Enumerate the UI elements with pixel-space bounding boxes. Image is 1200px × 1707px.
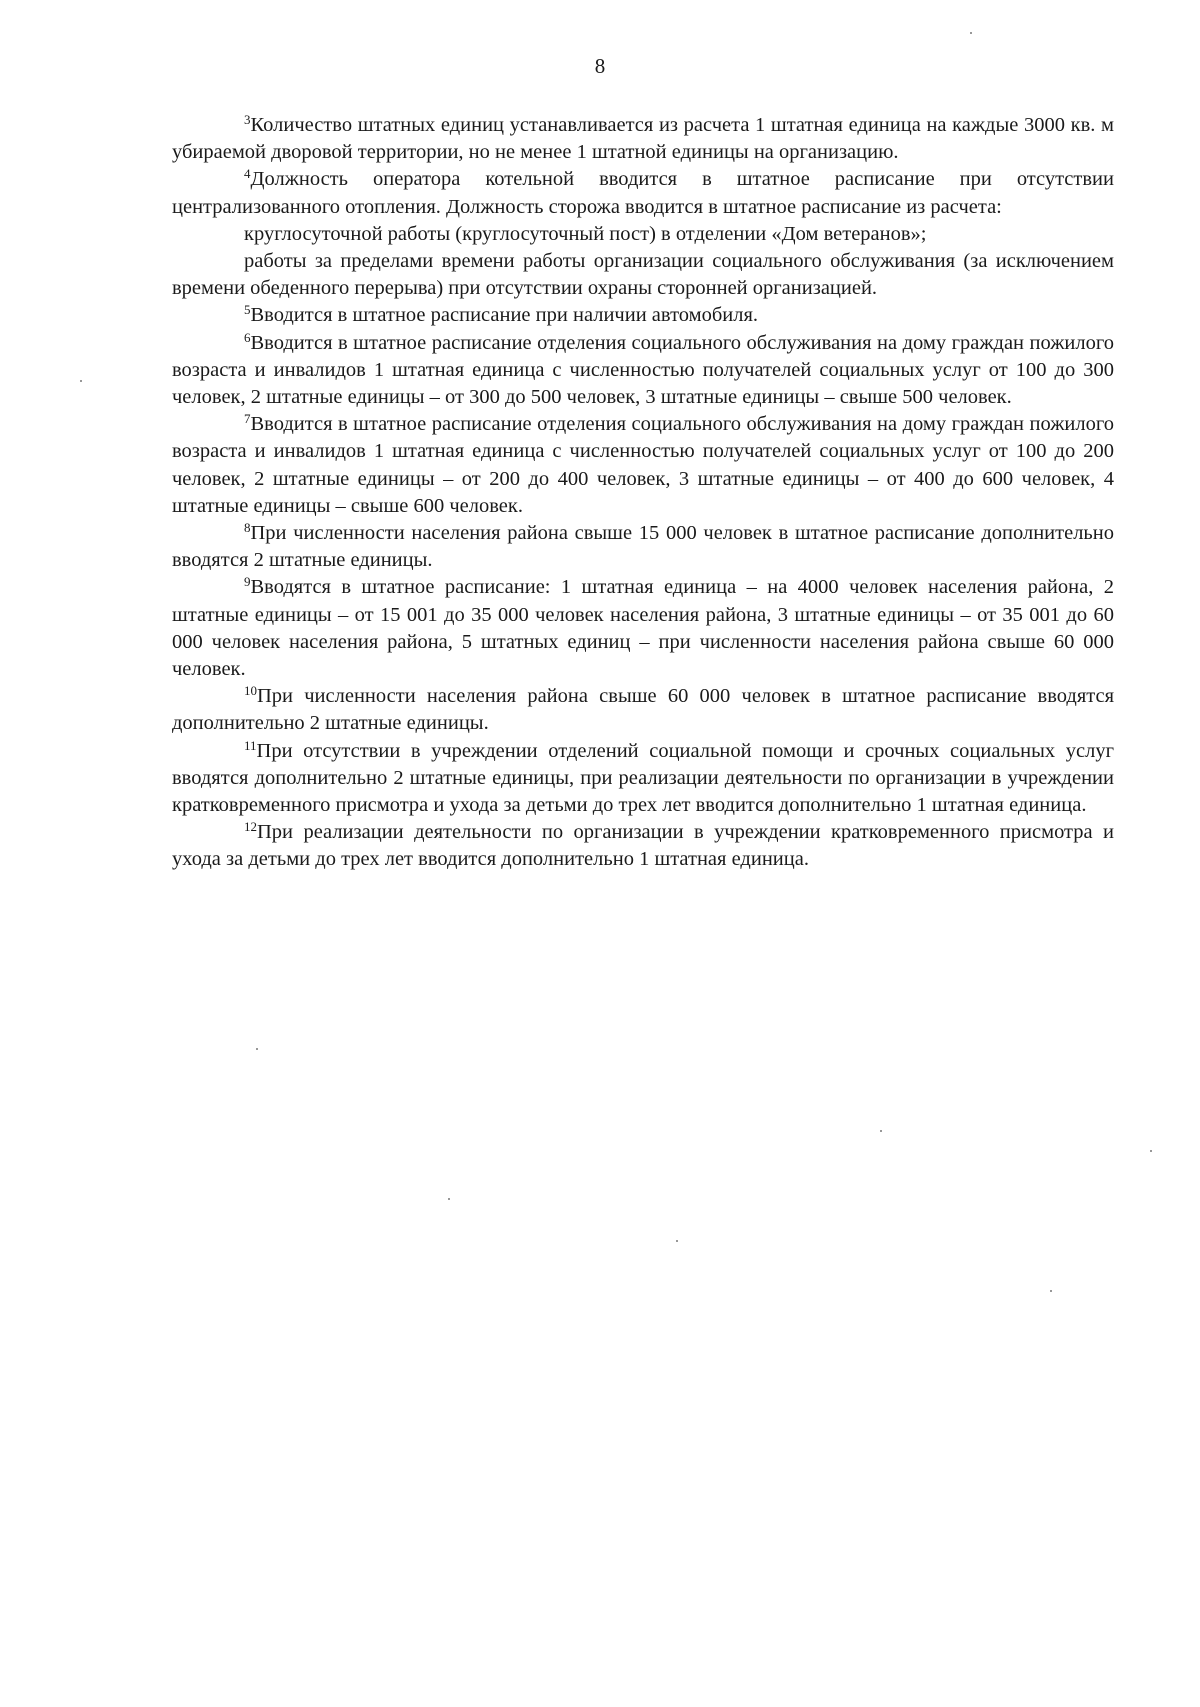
footnote-11 — [172, 738, 1114, 820]
footnote-marker: 5 — [244, 302, 251, 318]
footnote-7 — [172, 411, 1114, 520]
footnote-text: Должность оператора котельной вводится в штатное расписание при отсутствии централизованного отопления. Должность сторожа вводится в штатное расписание из расчета: — [172, 168, 1114, 218]
footnote-marker: 10 — [244, 683, 257, 699]
footnotes — [172, 112, 1114, 874]
footnote-text: Вводится в штатное расписание при наличии автомобиля. — [250, 304, 759, 327]
footnote-8 — [172, 520, 1114, 574]
footnote-4-item-2 — [172, 248, 1114, 302]
footnote-marker: 3 — [244, 112, 251, 127]
page-number: 8 — [594, 54, 606, 78]
footnote-9 — [172, 574, 1114, 683]
footnote-text: работы за пределами времени работы организации социального обслуживания (за исключением времени обеденного перерыва) при отсутствии охраны сторонней организацией. — [172, 250, 1114, 300]
scan-speck — [676, 1240, 678, 1242]
footnote-text: При отсутствии в учреждении отделений социальной помощи и срочных социальных услуг вводятся дополнительно 2 штатные единицы, при реализации деятельности по организации в учреждении кратковременного присмотра и ухода за детьми до трех лет вводится дополнительно 1 штатная единица. — [172, 739, 1114, 817]
scan-speck — [256, 1048, 258, 1050]
scan-speck — [80, 380, 82, 382]
scan-speck — [448, 1198, 450, 1200]
footnote-marker: 8 — [244, 520, 251, 536]
footnote-marker: 4 — [244, 166, 251, 182]
footnote-text: Вводится в штатное расписание отделения социального обслуживания на дому граждан пожилого возраста и инвалидов 1 штатная единица с численностью получателей социальных услуг от 100 до 300 человек, 2 штатные единицы – от 300 до 500 человек, 3 штатные единицы – свыше 500 человек. — [172, 331, 1114, 409]
scan-speck — [880, 1130, 882, 1132]
footnote-marker: 12 — [244, 819, 257, 835]
scan-speck — [1050, 1290, 1052, 1292]
scan-speck — [970, 32, 972, 34]
footnote-10 — [172, 683, 1114, 737]
footnote-6 — [172, 330, 1114, 412]
footnote-text: Вводятся в штатное расписание: 1 штатная единица – на 4000 человек населения района, 2 штатные единицы – от 15 001 до 35 000 человек населения района, 3 штатные единицы – от 35 001 до 60 000 человек населения района, 5 штатных единиц – при численности населения района свыше 60 000 человек. — [172, 576, 1114, 681]
footnote-text: При численности населения района свыше 60 000 человек в штатное расписание вводятся дополнительно 2 штатные единицы. — [172, 685, 1114, 735]
footnote-4-item-1 — [172, 221, 1114, 248]
footnote-3 — [172, 112, 1114, 166]
footnote-text: Вводится в штатное расписание отделения социального обслуживания на дому граждан пожилого возраста и инвалидов 1 штатная единица с численностью получателей социальных услуг от 100 до 200 человек, 2 штатные единицы – от 200 до 400 человек, 3 штатные единицы – от 400 до 600 человек, 4 штатные единицы – свыше 600 человек. — [172, 413, 1114, 517]
footnote-marker: 6 — [244, 329, 251, 345]
footnote-5 — [172, 302, 1114, 329]
footnote-12 — [172, 819, 1114, 873]
footnote-text: При численности населения района свыше 15 000 человек в штатное расписание дополнительно вводятся 2 штатные единицы. — [172, 522, 1114, 572]
footnote-text: Количество штатных единиц устанавливается из расчета 1 штатная единица на каждые 3000 кв. м убираемой дворовой территории, но не менее 1 штатной единицы на организацию. — [172, 114, 1114, 164]
footnote-marker: 7 — [244, 411, 251, 427]
footnote-text: При реализации деятельности по организации в учреждении кратковременного присмотра и ухода за детьми до трех лет вводится дополнительно 1 штатная единица. — [172, 821, 1114, 871]
scan-speck — [1150, 1150, 1152, 1152]
footnote-text: круглосуточной работы (круглосуточный пост) в отделении «Дом ветеранов»; — [244, 222, 927, 245]
footnote-marker: 9 — [244, 574, 251, 590]
footnote-marker: 11 — [244, 737, 257, 753]
footnote-4 — [172, 166, 1114, 220]
